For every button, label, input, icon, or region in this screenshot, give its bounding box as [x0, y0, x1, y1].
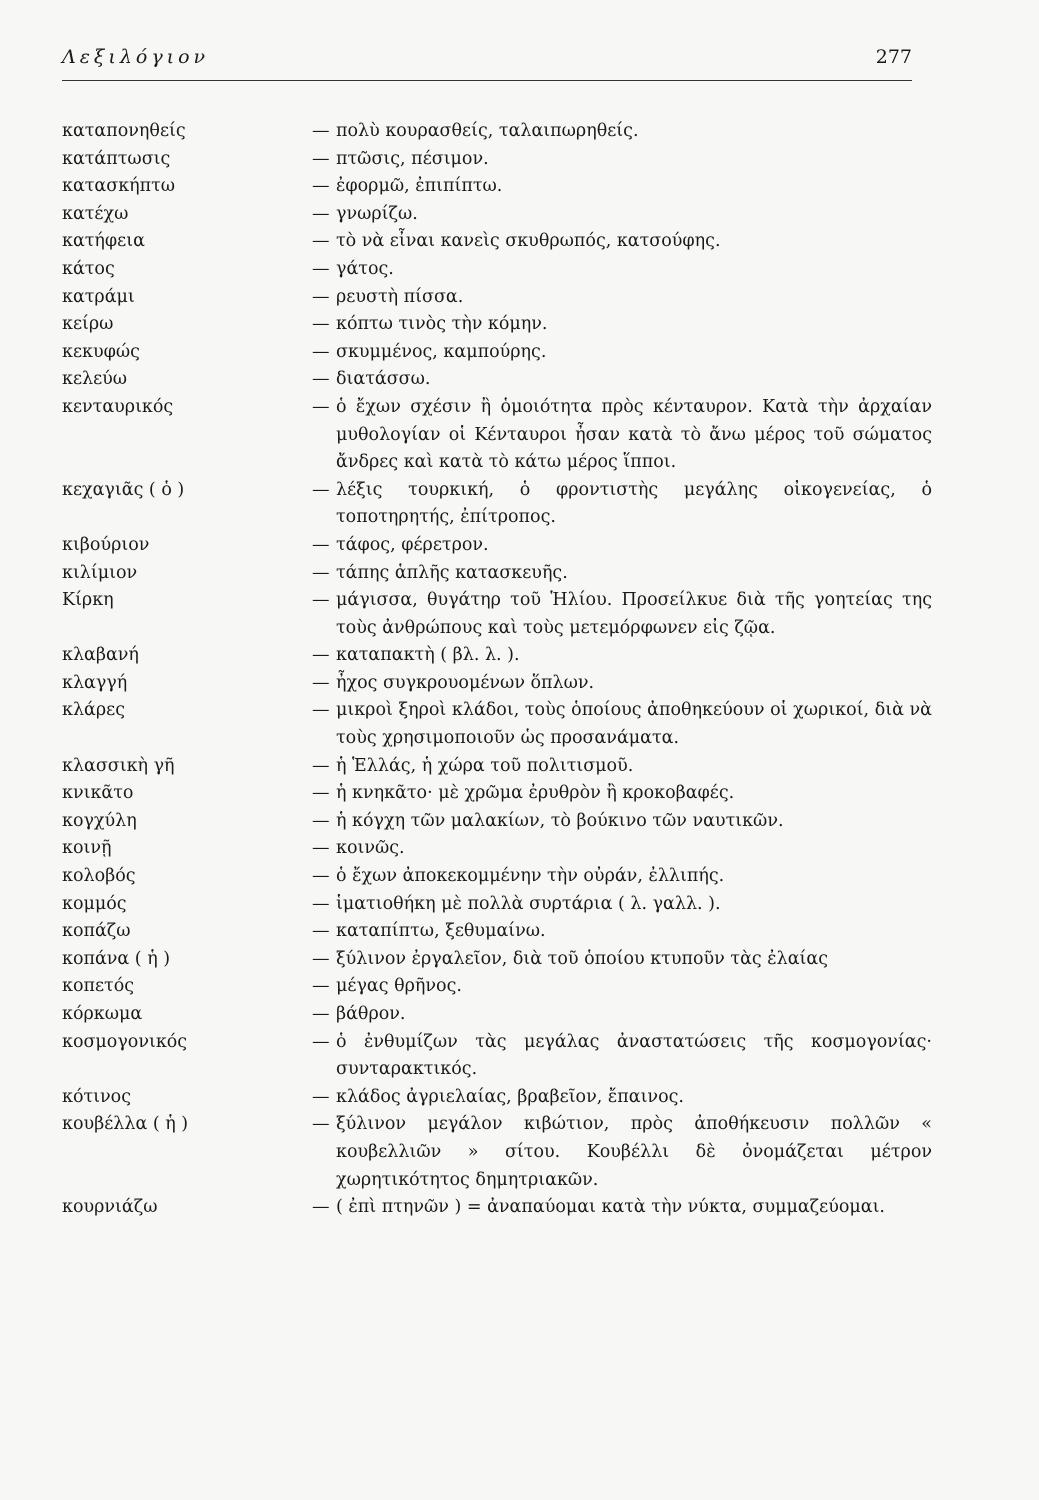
- entry-term: κενταυρικός: [62, 396, 174, 417]
- entry-definition-block: [312, 394, 932, 477]
- entry-definition-block: [312, 256, 932, 284]
- entry-definition: λέξις τουρκική, ὁ φροντιστὴς μεγάλης οἰκογενείας, ὁ τοποτηρητής, ἐπίτροπος.: [336, 479, 932, 528]
- glossary-entry: [62, 118, 932, 146]
- em-dash: —: [312, 1004, 330, 1024]
- glossary-entry: [62, 256, 932, 284]
- entry-definition-block: [312, 201, 932, 229]
- em-dash: —: [312, 838, 330, 859]
- entry-term: κοπάζω: [62, 921, 131, 942]
- entry-definition-block: [312, 366, 932, 394]
- em-dash: —: [312, 921, 330, 942]
- entry-definition-block: [312, 228, 932, 256]
- entry-definition: ἡ κνηκᾶτο· μὲ χρῶμα ἐρυθρὸν ἢ κροκοβαφές.: [336, 783, 735, 804]
- em-dash: —: [312, 258, 330, 279]
- entry-term: κλαγγή: [62, 672, 128, 693]
- entry-definition-block: [312, 946, 932, 974]
- glossary-entry: [62, 532, 932, 560]
- entry-definition-block: [312, 1084, 932, 1112]
- entry-term: κεχαγιᾶς ( ὁ ): [62, 479, 185, 500]
- entry-term: κατασκήπτω: [62, 176, 176, 197]
- entry-definition-block: [312, 146, 932, 174]
- entry-definition: βάθρον.: [336, 1004, 406, 1024]
- entry-definition: ὁ ἐνθυμίζων τὰς μεγάλας ἀναστατώσεις τῆς κοσμογονίας· συνταρακτικός.: [336, 1031, 932, 1080]
- entry-definition: γνωρίζω.: [336, 203, 418, 224]
- em-dash: —: [312, 341, 330, 362]
- running-title: Λεξιλόγιον: [62, 46, 210, 68]
- entry-definition-block: [312, 863, 932, 891]
- entry-term: κνικᾶτο: [62, 783, 134, 804]
- entry-term: κλάρες: [62, 700, 126, 721]
- entry-definition: μάγισσα, θυγάτηρ τοῦ Ἡλίου. Προσείλκυε διὰ τῆς γοητείας της τοὺς ἀνθρώπους καὶ τοὺς μετεμόρφωνεν εἰς ζῷα.: [336, 590, 932, 638]
- entry-definition-block: [312, 1029, 932, 1084]
- entry-term: κιβούριον: [62, 534, 150, 555]
- entry-term: κατάπτωσις: [62, 148, 171, 169]
- entry-term: κότινος: [62, 1086, 131, 1107]
- entry-definition-block: [312, 284, 932, 312]
- em-dash: —: [312, 121, 330, 141]
- page-number: 277: [875, 46, 912, 68]
- header-rule: [62, 80, 912, 81]
- em-dash: —: [312, 866, 330, 887]
- entry-definition-block: [312, 891, 932, 919]
- glossary-entry: [62, 560, 932, 588]
- entry-term: κουβέλλα ( ἡ ): [62, 1114, 189, 1135]
- em-dash: —: [312, 672, 330, 693]
- em-dash: —: [312, 755, 330, 776]
- entry-term: Κίρκη: [62, 590, 114, 611]
- entry-definition: ὁ ἔχων ἀποκεκομμένην τὴν οὐράν, ἐλλιπής.: [336, 866, 725, 887]
- glossary-entry: [62, 1111, 932, 1194]
- entry-definition-block: [312, 808, 932, 836]
- entry-definition-block: [312, 973, 932, 1001]
- em-dash: —: [312, 286, 330, 307]
- entry-definition: τὸ νὰ εἶναι κανεὶς σκυθρωπός, κατσούφης.: [336, 231, 721, 252]
- entry-definition-block: [312, 835, 932, 863]
- entry-definition-block: [312, 1194, 932, 1222]
- entry-definition-block: [312, 642, 932, 670]
- glossary-entry: [62, 284, 932, 312]
- em-dash: —: [312, 1114, 330, 1135]
- entry-term: κατέχω: [62, 203, 129, 224]
- glossary-entry: [62, 366, 932, 394]
- glossary-entry: [62, 587, 932, 642]
- glossary-entry: [62, 394, 932, 477]
- entry-definition-block: [312, 670, 932, 698]
- entry-definition: σκυμμένος, καμπούρης.: [336, 341, 547, 362]
- entry-term: κόρκωμα: [62, 1004, 143, 1024]
- entry-definition: τάφος, φέρετρον.: [336, 534, 489, 555]
- entry-term: κογχύλη: [62, 810, 137, 831]
- entry-term: κιλίμιον: [62, 562, 138, 583]
- glossary-entry: [62, 918, 932, 946]
- em-dash: —: [312, 1031, 330, 1052]
- page-header: [62, 46, 912, 80]
- em-dash: —: [312, 479, 330, 500]
- entry-definition: ἡ κόγχη τῶν μαλακίων, τὸ βούκινο τῶν ναυτικῶν.: [336, 810, 784, 831]
- em-dash: —: [312, 590, 330, 611]
- entry-definition: ἦχος συγκρουομένων ὅπλων.: [336, 672, 595, 693]
- entry-term: κείρω: [62, 314, 114, 335]
- entry-definition: πτῶσις, πέσιμον.: [336, 148, 489, 169]
- glossary-entry: [62, 311, 932, 339]
- em-dash: —: [312, 176, 330, 197]
- glossary-entry: [62, 339, 932, 367]
- entry-definition: ξύλινον ἐργαλεῖον, διὰ τοῦ ὁποίου κτυποῦν τὰς ἐλαίας: [336, 948, 829, 969]
- em-dash: —: [312, 396, 330, 417]
- entry-definition: ἱματιοθήκη μὲ πολλὰ συρτάρια ( λ. γαλλ. ).: [336, 893, 721, 914]
- glossary-entry: [62, 201, 932, 229]
- entry-definition-block: [312, 918, 932, 946]
- glossary-entry: [62, 1084, 932, 1112]
- glossary-entry: [62, 973, 932, 1001]
- entry-definition-block: [312, 173, 932, 201]
- em-dash: —: [312, 369, 330, 390]
- glossary-entry: [62, 780, 932, 808]
- entry-term: κουρνιάζω: [62, 1197, 158, 1218]
- glossary-entry: [62, 808, 932, 836]
- entry-term: κοπάνα ( ἡ ): [62, 948, 171, 969]
- entry-term: κοπετός: [62, 976, 135, 997]
- entry-definition: πολὺ κουρασθείς, ταλαιπωρηθείς.: [336, 121, 639, 141]
- glossary-entry: [62, 946, 932, 974]
- glossary-entry: [62, 697, 932, 752]
- entry-term: κοσμογονικός: [62, 1031, 188, 1052]
- em-dash: —: [312, 700, 330, 721]
- entry-term: καταπονηθείς: [62, 121, 186, 141]
- glossary-entry: [62, 228, 932, 256]
- entry-term: κλαβανή: [62, 645, 139, 666]
- glossary-entry: [62, 835, 932, 863]
- entry-term: κάτος: [62, 258, 115, 279]
- entry-definition: ξύλινον μεγάλον κιβώτιον, πρὸς ἀποθήκευσιν πολλῶν « κουβελλιῶν » σίτου. Κουβέλλι δὲ ὀνομάζεται μέτρον χωρητικότητος δημητριακῶν.: [336, 1114, 932, 1190]
- em-dash: —: [312, 203, 330, 224]
- entry-definition: ρευστὴ πίσσα.: [336, 286, 464, 307]
- em-dash: —: [312, 534, 330, 555]
- entry-definition-block: [312, 118, 932, 146]
- entry-definition: ὁ ἔχων σχέσιν ἢ ὁμοιότητα πρὸς κένταυρον. Κατὰ τὴν ἀρχαίαν μυθολογίαν οἱ Κένταυροι ἦσαν κατὰ τὸ ἄνω μέρος τοῦ σώματος ἄνδρες καὶ κατὰ τὸ κάτω μέρος ἵπποι.: [336, 396, 932, 473]
- entry-term: κλασσικὴ γῆ: [62, 755, 175, 776]
- entry-definition-block: [312, 477, 932, 532]
- entry-definition-block: [312, 560, 932, 588]
- glossary-entry: [62, 891, 932, 919]
- entry-term: κομμός: [62, 893, 127, 914]
- glossary-entry: [62, 670, 932, 698]
- glossary-entry: [62, 863, 932, 891]
- em-dash: —: [312, 148, 330, 169]
- entry-definition: διατάσσω.: [336, 369, 431, 390]
- entry-term: κεκυφώς: [62, 341, 140, 362]
- entry-definition: κοινῶς.: [336, 838, 405, 859]
- em-dash: —: [312, 783, 330, 804]
- entry-definition-block: [312, 1111, 932, 1194]
- entry-term: κατράμι: [62, 286, 135, 307]
- entry-term: κατήφεια: [62, 231, 145, 252]
- em-dash: —: [312, 976, 330, 997]
- entry-definition: καταπίπτω, ξεθυμαίνω.: [336, 921, 546, 942]
- entry-definition: ἡ Ἑλλάς, ἡ χώρα τοῦ πολιτισμοῦ.: [336, 755, 634, 776]
- em-dash: —: [312, 645, 330, 666]
- entry-definition: κλάδος ἀγριελαίας, βραβεῖον, ἔπαινος.: [336, 1086, 684, 1107]
- entry-definition-block: [312, 780, 932, 808]
- entry-definition: μικροὶ ξηροὶ κλάδοι, τοὺς ὁποίους ἀποθηκεύουν οἱ χωρικοί, διὰ νὰ τοὺς χρησιμοποιοῦν ὡς προσανάματα.: [336, 700, 932, 749]
- em-dash: —: [312, 1086, 330, 1107]
- entry-term: κελεύω: [62, 369, 128, 390]
- glossary-entry: [62, 642, 932, 670]
- entry-definition-block: [312, 587, 932, 642]
- glossary-entry: [62, 1001, 932, 1029]
- glossary-entry: [62, 173, 932, 201]
- entry-definition-block: [312, 339, 932, 367]
- glossary-entry: [62, 146, 932, 174]
- em-dash: —: [312, 893, 330, 914]
- entry-definition: μέγας θρῆνος.: [336, 976, 462, 997]
- glossary-entry: [62, 1029, 932, 1084]
- entry-definition-block: [312, 1001, 932, 1029]
- em-dash: —: [312, 231, 330, 252]
- entry-definition-block: [312, 697, 932, 752]
- entry-definition: ( ἐπὶ πτηνῶν ) = ἀναπαύομαι κατὰ τὴν νύκτα, συμμαζεύομαι.: [336, 1197, 885, 1218]
- em-dash: —: [312, 948, 330, 969]
- entry-definition-block: [312, 311, 932, 339]
- entry-definition: κόπτω τινὸς τὴν κόμην.: [336, 314, 548, 335]
- entry-definition: τάπης ἁπλῆς κατασκευῆς.: [336, 562, 568, 583]
- em-dash: —: [312, 1197, 330, 1218]
- glossary-entry: [62, 1194, 932, 1222]
- glossary-entry: [62, 753, 932, 781]
- entry-definition: γάτος.: [336, 258, 394, 279]
- em-dash: —: [312, 314, 330, 335]
- glossary-list: [62, 118, 932, 1222]
- glossary-entry: [62, 477, 932, 532]
- entry-term: κολοβός: [62, 866, 136, 887]
- em-dash: —: [312, 562, 330, 583]
- entry-definition: καταπακτὴ ( βλ. λ. ).: [336, 645, 520, 666]
- entry-definition: ἐφορμῶ, ἐπιπίπτω.: [336, 176, 503, 197]
- entry-definition-block: [312, 532, 932, 560]
- entry-definition-block: [312, 753, 932, 781]
- em-dash: —: [312, 810, 330, 831]
- entry-term: κοινῇ: [62, 838, 112, 859]
